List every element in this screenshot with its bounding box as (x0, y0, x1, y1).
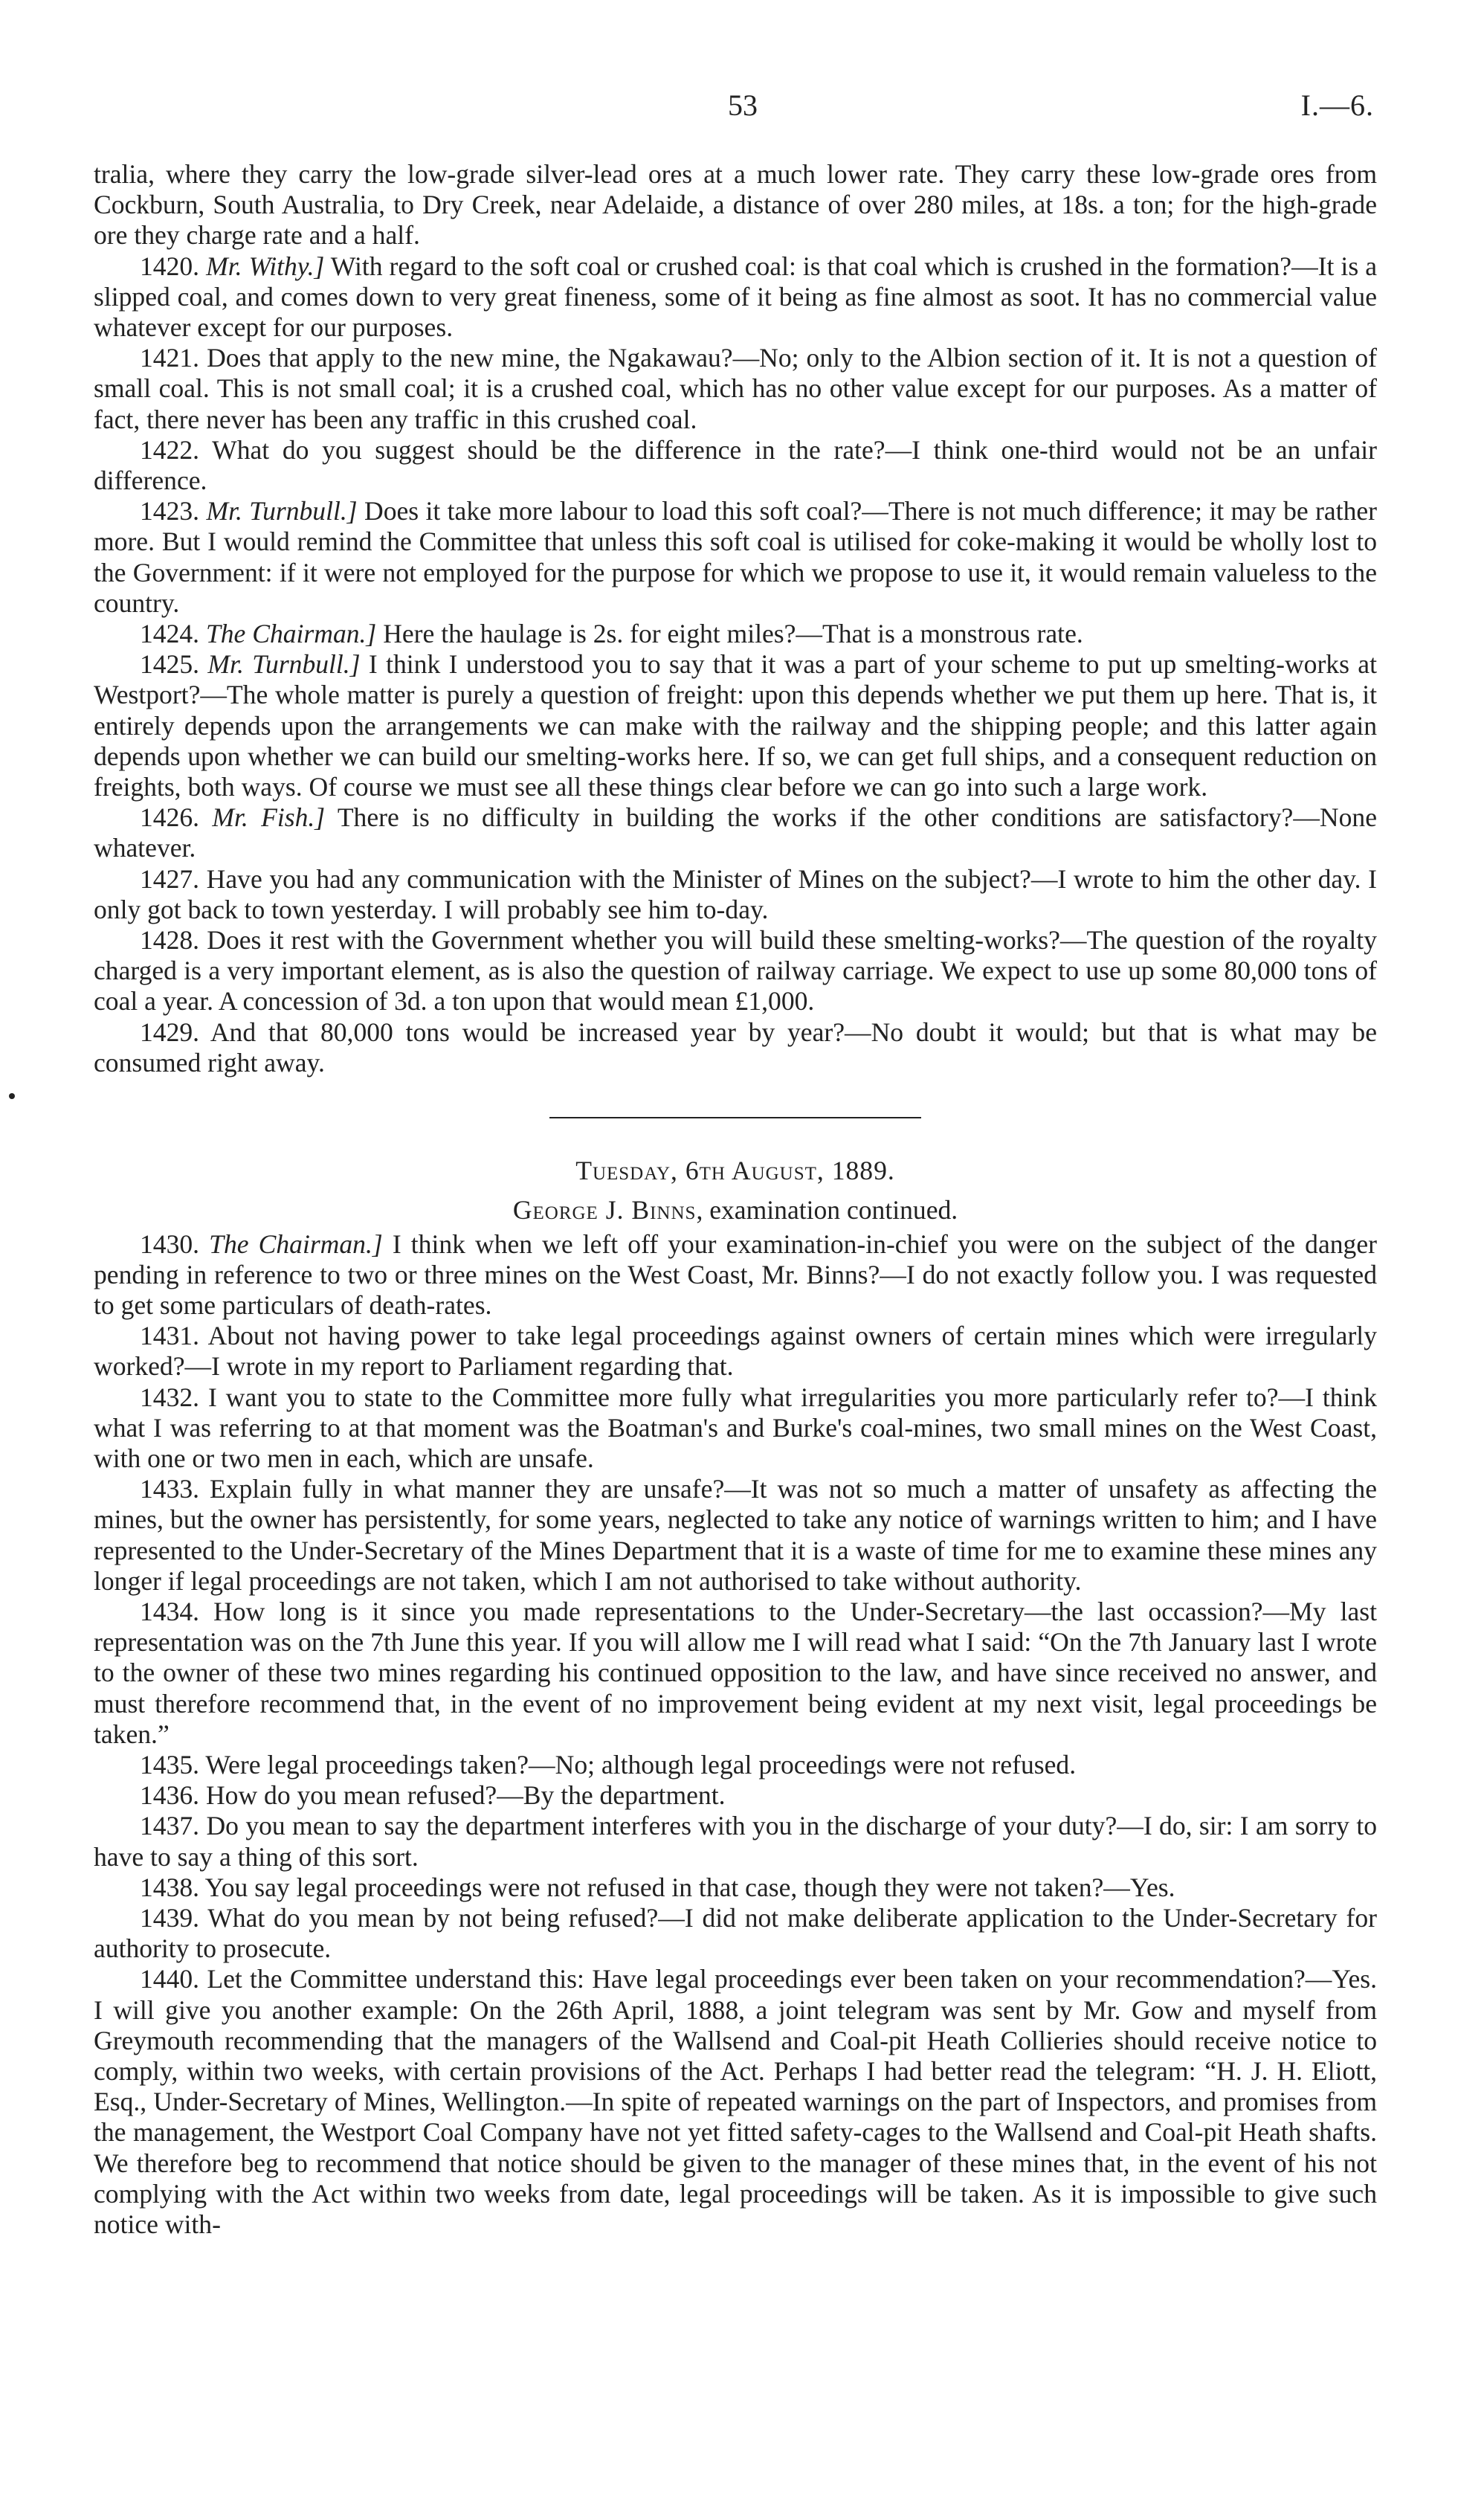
question-number: 1439. (140, 1902, 200, 1933)
testimony-paragraph (94, 864, 1377, 925)
section-divider (549, 1117, 921, 1118)
testimony-text: How do you mean refused?—By the department. (205, 1780, 726, 1811)
question-number: 1435. (140, 1749, 200, 1780)
testimony-paragraph (94, 925, 1377, 1017)
testimony-paragraph (94, 251, 1377, 344)
speaker-name: The Chairman.] (205, 619, 377, 649)
witness-heading (94, 1195, 1377, 1226)
testimony-paragraph (94, 1321, 1377, 1382)
testimony-paragraph (94, 496, 1377, 619)
question-number: 1421. (140, 343, 200, 373)
speaker-name: Mr. Turnbull.] (206, 496, 358, 526)
witness-note: , examination continued. (696, 1195, 958, 1226)
question-number: 1430. (140, 1228, 200, 1259)
testimony-text: Does it rest with the Government whether you will build these smelting-works?—The question of the royalty charged is a very important element, as is also the question of railway carriage. We expect to use up some 80,000 tons of coal a year. A concession of 3d. a ton upon that would mean £1,000. (94, 925, 1377, 1017)
question-number: 1422. (140, 434, 200, 465)
question-number: 1428. (140, 925, 200, 956)
testimony-text: Were legal proceedings taken?—No; although legal proceedings were not refused. (205, 1749, 1077, 1780)
question-number: 1420. (140, 251, 200, 281)
margin-mark (9, 1093, 15, 1099)
testimony-paragraph (94, 1474, 1377, 1597)
testimony-paragraph (94, 1872, 1377, 1903)
testimony-text: You say legal proceedings were not refused in that case, though they were not taken?—Yes. (204, 1872, 1175, 1902)
testimony-text: Explain fully in what manner they are unsafe?—It was not so much a matter of unsafety as affecting the mines, but the owner has persistently, for some years, neglected to take any notice of warnings written to him; and I have represented to the Under-Secretary of the Mines Department that it is a waste of time for me to examine these mines any longer if legal proceedings are not taken, which I am not authorised to take without authority. (94, 1474, 1377, 1596)
question-number: 1431. (140, 1321, 200, 1351)
witness-name: George J. Binns (512, 1195, 697, 1226)
document-reference: I.—6. (1300, 88, 1374, 122)
speaker-name: The Chairman.] (209, 1228, 383, 1259)
session-date: Tuesday, 6th August, 1889. (575, 1156, 895, 1186)
testimony-text: What do you mean by not being refused?—I did not make deliberate application to the Under-Secretary for authority to prosecute. (94, 1902, 1377, 1964)
testimony-text: What do you suggest should be the difference in the rate?—I think one-third would not be an unfair difference. (94, 434, 1377, 496)
testimony-text: With regard to the soft coal or crushed coal: is that coal which is crushed in the formation?—It is a slipped coal, and comes down to very great fineness, some of it being as fine almost as soot. It has no commercial value whatever except for our purposes. (94, 251, 1377, 343)
testimony-text: Does it take more labour to load this soft coal?—There is not much difference; it may be rather more. But I would remind the Committee that unless this soft coal is utilised for coke-making it would be wholly lost to the Government: if it were not employed for the purpose for which we propose to use it, it would remain valueless to the country. (94, 496, 1378, 618)
question-number: 1432. (140, 1382, 200, 1412)
testimony-paragraph (94, 435, 1377, 496)
testimony-paragraph (94, 1780, 1377, 1811)
session-date-heading (94, 1156, 1377, 1186)
question-number: 1438. (140, 1872, 200, 1902)
question-number: 1429. (140, 1017, 200, 1047)
question-number: 1440. (140, 1964, 200, 1994)
testimony-paragraph (94, 1017, 1377, 1078)
question-number: 1423. (140, 496, 200, 526)
question-number: 1437. (140, 1811, 200, 1841)
testimony-paragraph (94, 619, 1377, 649)
testimony-text: About not having power to take legal proceedings against owners of certain mines which were irregularly worked?—I wrote in my report to Parliament regarding that. (94, 1321, 1377, 1382)
question-number: 1436. (140, 1780, 200, 1811)
testimony-paragraph (94, 802, 1377, 863)
question-number: 1425. (140, 649, 200, 680)
testimony-text: Have you had any communication with the Minister of Mines on the subject?—I wrote to him the other day. I only got back to town yesterday. I will probably see him to-day. (94, 863, 1377, 924)
testimony-text: Here the haulage is 2s. for eight miles?—That is a monstrous rate. (383, 619, 1083, 649)
testimony-paragraph (94, 1382, 1377, 1475)
testimony-paragraph (94, 1750, 1377, 1780)
testimony-text: There is no difficulty in building the works if the other conditions are satisfactory?—None whatever. (94, 802, 1377, 863)
testimony-text: Does that apply to the new mine, the Ngakawau?—No; only to the Albion section of it. It is not a question of small coal. This is not small coal; it is a crushed coal, which has no other value except for our purposes. As a matter of fact, there never has been any traffic in this crushed coal. (94, 343, 1377, 434)
body-text (94, 159, 1377, 2240)
testimony-paragraph (94, 1903, 1377, 1964)
testimony-paragraph (94, 343, 1377, 435)
testimony-paragraph (94, 1597, 1377, 1750)
testimony-text: Let the Committee understand this: Have legal proceedings ever been taken on your recommendation?—Yes. I will give you another example: On the 26th April, 1888, a joint telegram was sent by Mr. Gow and myself from Greymouth recommending that the managers of the Wallsend and Coal-pit Heath Collieries should receive notice to comply, within two weeks, with certain provisions of the Act. Perhaps I had better read the telegram: “H. J. H. Eliott, Esq., Under-Secretary of Mines, Wellington.—In spite of repeated warnings on the part of Inspectors, and promises from the management, the Westport Coal Company have not yet fitted safety-cages to the Wallsend and Coal-pit Heath shafts. We therefore beg to recommend that notice should be given to the manager of these mines that, in the event of his not complying with the Act within two weeks from date, legal proceedings will be taken. As it is impossible to give such notice with- (94, 1964, 1377, 2239)
testimony-text: Do you mean to say the department interferes with you in the discharge of your duty?—I do, sir: I am sorry to have to say a thing of this sort. (94, 1811, 1377, 1872)
question-number: 1434. (140, 1596, 200, 1626)
question-number: 1433. (140, 1474, 200, 1504)
testimony-text: How long is it since you made representations to the Under-Secretary—the last occassion?—My last representation was on the 7th June this year. If you will allow me I will read what I said: “On the 7th January last I wrote to the owner of these two mines regarding his continued opposition to the law, and have since received no answer, and must therefore recommend that, in the event of no improvement being evident at my next visit, legal proceedings be taken.” (94, 1596, 1377, 1749)
testimony-text: I think I understood you to say that it was a part of your scheme to put up smelting-works at Westport?—The whole matter is purely a question of freight: upon this depends whether we put them up here. That is, it entirely depends upon the arrangements we can make with the railway and the shipping people; and this latter again depends upon whether we can build our smelting-works here. If so, we can get full ships, and a consequent reduction on freights, both ways. Of course we must see all these things clear before we can go into such a large work. (94, 649, 1377, 802)
testimony-text: I think when we left off your examination-in-chief you were on the subject of the danger pending in reference to two or three mines on the West Coast, Mr. Binns?—I do not exactly follow you. I was requested to get some particulars of death-rates. (94, 1228, 1377, 1320)
speaker-name: Mr. Fish.] (212, 802, 326, 833)
testimony-paragraph (94, 1229, 1377, 1321)
continued-paragraph: tralia, where they carry the low-grade silver-lead ores at a much lower rate. They carry these low-grade ores from Cockburn, South Australia, to Dry Creek, near Adelaide, a distance of over 280 miles, at 18s. a ton; for the high-grade ore they charge rate and a half. (94, 159, 1377, 251)
testimony-paragraph (94, 649, 1377, 802)
page-header (104, 88, 1381, 140)
speaker-name: Mr. Withy.] (206, 251, 325, 281)
speaker-name: Mr. Turnbull.] (207, 649, 361, 680)
testimony-text: And that 80,000 tons would be increased year by year?—No doubt it would; but that is what may be consumed right away. (94, 1017, 1378, 1078)
testimony-paragraph (94, 1964, 1377, 2240)
testimony-paragraph (94, 1811, 1377, 1872)
question-number: 1424. (140, 619, 200, 649)
testimony-text: I want you to state to the Committee more fully what irregularities you more particularly refer to?—I think what I was referring to at that moment was the Boatman's and Burke's coal-mines, two small mines on the West Coast, with one or two men in each, which are unsafe. (94, 1382, 1378, 1473)
question-number: 1426. (140, 802, 200, 833)
question-number: 1427. (140, 863, 200, 894)
page-number: 53 (728, 88, 758, 122)
